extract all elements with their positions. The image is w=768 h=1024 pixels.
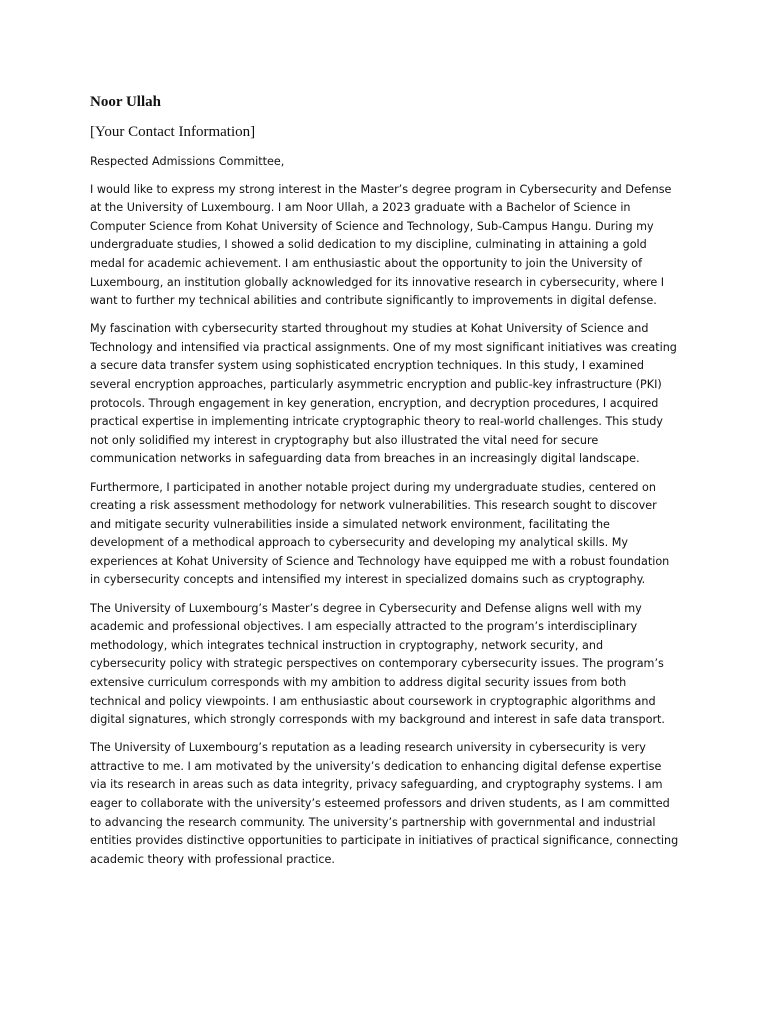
paragraph-5: The University of Luxembourg’s reputation as a leading research university in cybersecurity is very attractive to me. I am motivated by the university’s dedication to enhancing digital defense expertise via its research in areas such as data integrity, privacy safeguarding, and cryptography systems. I am eager to collaborate with the university’s esteemed professors and driven students, as I am committed to advancing the research community. The university’s partnership with governmental and industrial entities provides distinctive opportunities to participate in initiatives of practical significance, connecting academic theory with professional practice. bbox=[90, 741, 679, 866]
letter-page bbox=[90, 92, 680, 879]
applicant-name: Noor Ullah bbox=[90, 94, 161, 110]
paragraph-2: My fascination with cybersecurity started throughout my studies at Kohat University of Science and Technology and intensified via practical assignments. One of my most significant initiatives was creating a secure data transfer system using sophisticated encryption techniques. In this study, I examined several encryption approaches, particularly asymmetric encryption and public-key infrastructure (PKI) protocols. Through engagement in key generation, encryption, and decryption procedures, I acquired practical expertise in implementing intricate cryptographic theory to real-world challenges. This study not only solidified my interest in cryptography but also illustrated the vital need for secure communication networks in safeguarding data from breaches in an increasingly digital landscape. bbox=[90, 322, 677, 466]
paragraph-3: Furthermore, I participated in another notable project during my undergraduate studies, centered on creating a risk assessment methodology for network vulnerabilities. This research sought to discover and mitigate security vulnerabilities inside a simulated network environment, facilitating the development of a methodical approach to cybersecurity and developing my analytical skills. My experiences at Kohat University of Science and Technology have equipped me with a robust foundation in cybersecurity concepts and intensified my interest in specialized domains such as cryptography. bbox=[90, 480, 670, 587]
paragraph-1: I would like to express my strong interest in the Master’s degree program in Cybersecurity and Defense at the University of Luxembourg. I am Noor Ullah, a 2023 graduate with a Bachelor of Science in Computer Science from Kohat University of Science and Technology, Sub-Campus Hangu. During my undergraduate studies, I showed a solid dedication to my discipline, culminating in attaining a gold medal for academic achievement. I am enthusiastic about the opportunity to join the University of Luxembourg, an institution globally acknowledged for its innovative research in cybersecurity, where I want to further my technical abilities and contribute significantly to improvements in digital defense. bbox=[90, 182, 672, 308]
contact-information: [Your Contact Information] bbox=[90, 124, 256, 140]
paragraph-4: The University of Luxembourg’s Master’s degree in Cybersecurity and Defense aligns well with my academic and professional objectives. I am especially attracted to the program’s interdisciplinary methodology, which integrates technical instruction in cryptography, network security, and cybersecurity policy with strategic perspectives on contemporary cybersecurity issues. The program’s extensive curriculum corresponds with my ambition to address digital security issues from both technical and policy viewpoints. I am enthusiastic about coursework in cryptographic algorithms and digital signatures, which strongly corresponds with my background and interest in safe data transport. bbox=[90, 601, 665, 727]
salutation: Respected Admissions Committee, bbox=[90, 155, 285, 168]
